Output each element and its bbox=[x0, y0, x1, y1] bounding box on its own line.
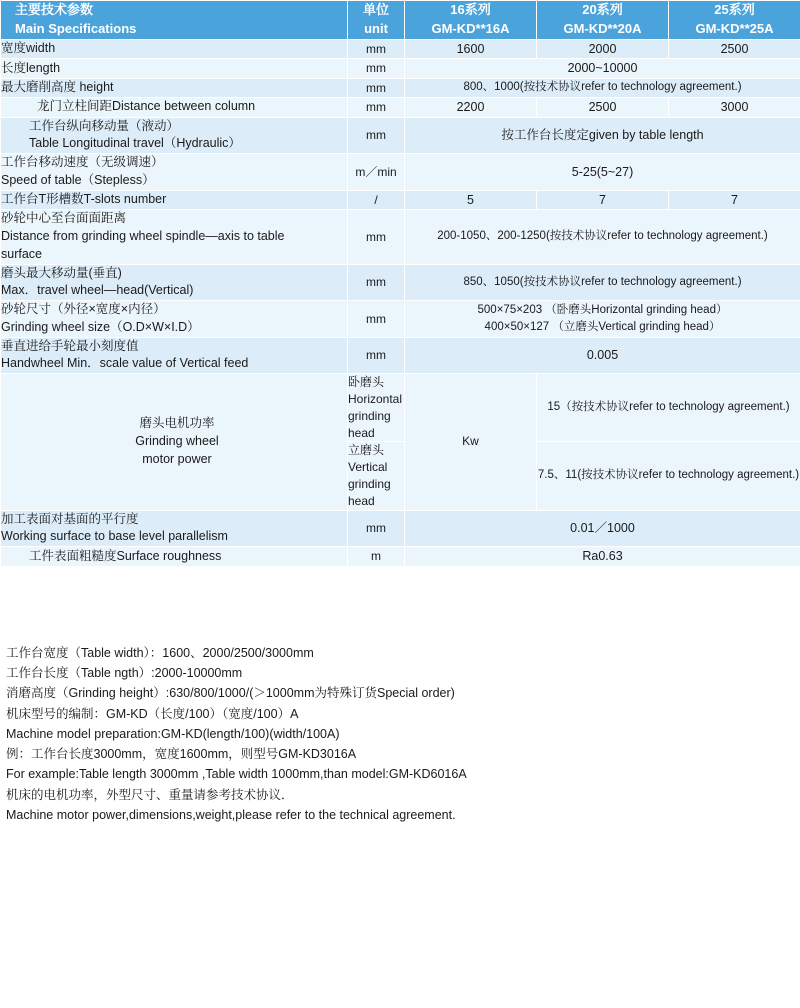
row-label-line2: Distance from grinding wheel spindle—axis to table bbox=[1, 229, 285, 244]
row-value-span: 5-25(5~27) bbox=[405, 154, 800, 191]
sub-row-label-vertical: 立磨头Vertical grinding head bbox=[348, 442, 405, 510]
table-row bbox=[1, 547, 800, 567]
header-series-20 bbox=[537, 1, 669, 40]
header-main-specifications bbox=[1, 1, 348, 40]
row-value-span: 按工作台长度定given by table length bbox=[405, 117, 800, 154]
row-label-line1: 垂直进给手轮最小刻度值 bbox=[1, 338, 139, 353]
note-line: Machine model preparation:GM-KD(length/100)(width/100A) bbox=[6, 726, 340, 741]
table-row bbox=[1, 210, 800, 264]
row-label bbox=[1, 154, 348, 191]
row-label-line3: surface bbox=[1, 246, 42, 261]
row-value-20: 2500 bbox=[537, 97, 669, 117]
table-row bbox=[1, 337, 800, 374]
row-value-16: 5 bbox=[405, 190, 537, 210]
row-label-line1: 工作台纵向移动量（液动） bbox=[29, 118, 180, 133]
row-label: 工作台T形槽数T-slots number bbox=[1, 190, 348, 210]
row-unit: mm bbox=[348, 117, 405, 154]
row-label: 长度length bbox=[1, 59, 348, 79]
row-label bbox=[1, 337, 348, 374]
note-line: 消磨高度（Grinding height）:630/800/1000/(＞1000mm为特殊订货Special order) bbox=[6, 686, 455, 701]
row-value-span: 0.005 bbox=[405, 337, 800, 374]
row-unit: m bbox=[348, 547, 405, 567]
row-label-line3: motor power bbox=[142, 451, 212, 466]
table-row bbox=[1, 264, 800, 301]
row-value-span: 2000~10000 bbox=[405, 59, 800, 79]
sub-row-label-horizontal: 卧磨头Horizontal grinding head bbox=[348, 374, 405, 442]
row-value-span: 0.01／1000 bbox=[405, 510, 800, 547]
row-value-16: 1600 bbox=[405, 39, 537, 59]
row-label: 最大磨削高度 height bbox=[1, 79, 348, 98]
row-value-line1: 500×75×203 （卧磨头Horizontal grinding head） bbox=[477, 303, 728, 316]
row-value-16: 2200 bbox=[405, 97, 537, 117]
row-value-span: 200-1050、200-1250(按技术协议refer to technology agreement.) bbox=[405, 210, 800, 264]
row-unit: mm bbox=[348, 510, 405, 547]
note-line: Machine motor power,dimensions,weight,please refer to the technical agreement. bbox=[6, 807, 456, 822]
row-unit: m／min bbox=[348, 154, 405, 191]
sub-row-value-vertical: 7.5、11(按技术协议refer to technology agreement.) bbox=[537, 442, 800, 510]
row-value-25: 7 bbox=[669, 190, 800, 210]
header-col2-en: GM-KD**20A bbox=[563, 20, 642, 36]
table-row bbox=[1, 79, 800, 98]
header-spec-cn: 主要技术参数 bbox=[15, 2, 94, 17]
table-header-row bbox=[1, 1, 800, 40]
row-label bbox=[1, 301, 348, 338]
row-unit: mm bbox=[348, 337, 405, 374]
table-row bbox=[1, 97, 800, 117]
row-unit: / bbox=[348, 190, 405, 210]
header-col3-en: GM-KD**25A bbox=[695, 20, 774, 36]
note-line: 工作台宽度（Table width）：1600、2000/2500/3000mm bbox=[6, 645, 314, 660]
row-unit: mm bbox=[348, 59, 405, 79]
row-value-span: Ra0.63 bbox=[405, 547, 800, 567]
row-label-line2: Max．travel wheel—head(Vertical) bbox=[1, 283, 194, 298]
header-series-25 bbox=[669, 1, 800, 40]
row-label bbox=[1, 117, 348, 154]
row-unit: mm bbox=[348, 79, 405, 98]
note-line: 机床的电机功率，外型尺寸、重量请参考技术协议． bbox=[6, 787, 294, 802]
table-row bbox=[1, 301, 800, 338]
sub-row-value-horizontal: 15（按技术协议refer to technology agreement.) bbox=[537, 374, 800, 442]
row-label-line1: 加工表面对基面的平行度 bbox=[1, 511, 139, 526]
row-value-span: 800、1000(按技术协议refer to technology agreement.) bbox=[405, 79, 800, 98]
row-label bbox=[1, 210, 348, 264]
header-col1-en: GM-KD**16A bbox=[431, 20, 510, 36]
table-row bbox=[1, 117, 800, 154]
note-line: For example:Table length 3000mm ,Table width 1000mm,than model:GM-KD6016A bbox=[6, 767, 467, 782]
row-value-span bbox=[405, 301, 800, 338]
header-unit-en: unit bbox=[364, 20, 388, 36]
row-label-line1: 砂轮尺寸（外径×宽度×内径） bbox=[1, 302, 166, 317]
row-label-line1: 工作台移动速度（无级调速） bbox=[1, 155, 164, 170]
table-row bbox=[1, 59, 800, 79]
table-row bbox=[1, 510, 800, 547]
row-label-line2: Working surface to base level parallelism bbox=[1, 529, 228, 544]
row-label-line1: 磨头电机功率 bbox=[139, 416, 215, 431]
note-line: 例：工作台长度3000mm，宽度1600mm，则型号GM-KD3016A bbox=[6, 747, 357, 762]
notes-block bbox=[0, 625, 800, 825]
row-label-line2: Grinding wheel size（O.D×W×I.D） bbox=[1, 319, 200, 334]
header-col1-cn: 16系列 bbox=[450, 2, 491, 17]
table-row bbox=[1, 190, 800, 210]
row-label-line2: Table Longitudinal travel（Hydraulic） bbox=[29, 136, 241, 151]
header-col2-cn: 20系列 bbox=[582, 2, 623, 17]
row-unit: mm bbox=[348, 39, 405, 59]
row-unit: mm bbox=[348, 264, 405, 301]
row-value-25: 3000 bbox=[669, 97, 800, 117]
header-col3-cn: 25系列 bbox=[714, 2, 755, 17]
row-label-line1: 磨头最大移动量(垂直) bbox=[1, 265, 122, 280]
table-row bbox=[1, 374, 800, 442]
row-label-line2: Handwheel Min．scale value of Vertical feed bbox=[1, 356, 249, 371]
row-unit: mm bbox=[348, 97, 405, 117]
header-series-16 bbox=[405, 1, 537, 40]
header-unit bbox=[348, 1, 405, 40]
table-notes-spacer bbox=[0, 567, 800, 625]
row-unit: mm bbox=[348, 301, 405, 338]
row-unit: Kw bbox=[405, 374, 537, 510]
header-unit-cn: 单位 bbox=[362, 2, 389, 17]
row-value-25: 2500 bbox=[669, 39, 800, 59]
header-spec-en: Main Specifications bbox=[15, 20, 137, 36]
row-label: 宽度width bbox=[1, 39, 348, 59]
row-label-line1: 砂轮中心至台面面距离 bbox=[1, 211, 127, 226]
row-label: 工件表面粗糙度Surface roughness bbox=[1, 547, 348, 567]
note-line: 工作台长度（Table ngth）:2000-10000mm bbox=[6, 666, 243, 681]
row-label bbox=[1, 510, 348, 547]
table-row bbox=[1, 39, 800, 59]
row-label-line2: Speed of table（Stepless） bbox=[1, 172, 155, 187]
row-unit: mm bbox=[348, 210, 405, 264]
row-label: 龙门立柱间距Distance between column bbox=[1, 97, 348, 117]
row-label-line2: Grinding wheel bbox=[135, 434, 219, 448]
note-line: 机床型号的编制：GM-KD（长度/100）（宽度/100）A bbox=[6, 706, 299, 721]
row-value-line2: 400×50×127 （立磨头Vertical grinding head） bbox=[484, 320, 721, 333]
table-row bbox=[1, 154, 800, 191]
row-value-span: 850、1050(按技术协议refer to technology agreement.) bbox=[405, 264, 800, 301]
row-value-20: 7 bbox=[537, 190, 669, 210]
row-value-20: 2000 bbox=[537, 39, 669, 59]
row-label bbox=[1, 264, 348, 301]
row-label bbox=[1, 374, 348, 510]
